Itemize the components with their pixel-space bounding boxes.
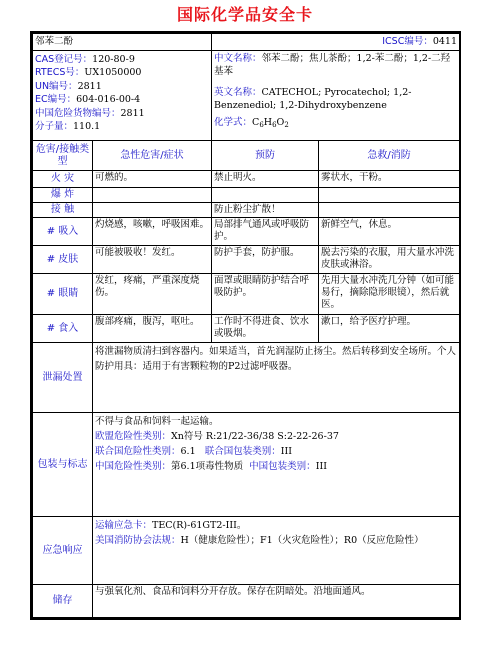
cn-classification: 中国危险性类别：第6.1项毒性物质 中国包装类别：III (95, 461, 327, 472)
hazard-row (33, 315, 460, 343)
row-type: # 吸入 (33, 218, 93, 246)
spill-section (33, 343, 460, 413)
row-aid: 先用大量水冲洗几分钟（如可能易行，摘除隐形眼镜），然后就医。 (319, 274, 460, 315)
id-un: UN编号：2811 (35, 80, 102, 92)
icsc-value: 0411 (432, 36, 458, 47)
nfpa-code: 美国消防协会法规：H（健康危险性）；F1（火灾危险性）；R0（反应危险性） (95, 535, 424, 546)
row-aid: 漱口，给予医疗护理。 (319, 315, 460, 343)
row-symptom (93, 188, 212, 203)
transport-card: 运输应急卡：TEC(R)-61GT2-III。 (95, 520, 247, 531)
row-symptom: 灼烧感，咳嗽，呼吸困难。 (93, 218, 212, 246)
row-type: 爆 炸 (33, 188, 93, 203)
safety-card (30, 31, 461, 620)
row-symptom (93, 203, 212, 218)
id-molecular-weight: 分子量：110.1 (35, 121, 101, 133)
eu-classification: 欧盟危险性类别：Xn符号 R:21/22-36/38 S:2-22-26-37 (95, 431, 339, 442)
row-aid: 脱去污染的衣服，用大量水冲洗皮肤或淋浴。 (319, 246, 460, 274)
row-prevention: 面罩或眼睛防护结合呼吸防护。 (212, 274, 319, 315)
row-prevention: 工作时不得进食、饮水或吸烟。 (212, 315, 319, 343)
chinese-names: 中文名称：邻苯二酚；焦儿茶酚；1,2-苯二酚；1,2-二羟基苯 (214, 53, 451, 77)
chemical-formula: 化学式：$C_6H_6O_2$ (214, 117, 289, 129)
row-symptom: 发红，疼痛，严重深度烧伤。 (93, 274, 212, 315)
english-names: 英文名称：CATECHOL; Pyrocatechol; 1,2-Benzenediol; 1,2-Dihydroxybenzene (214, 87, 412, 111)
card-title: 国际化学品安全卡 (176, 5, 313, 24)
row-prevention (212, 188, 319, 203)
hazard-row (33, 171, 460, 188)
row-type: 火 灾 (33, 171, 93, 188)
spill-label: 泄漏处置 (33, 343, 93, 413)
chemical-name: 邻苯二酚 (35, 36, 74, 47)
hazard-header-row (33, 141, 460, 171)
row-symptom: 可能被吸收！发红。 (93, 246, 212, 274)
row-aid (319, 203, 460, 218)
packaging-section (33, 413, 460, 517)
id-cn-dangerous-goods: 中国危险货物编号：2811 (35, 107, 145, 119)
emergency-label: 应急响应 (33, 517, 93, 585)
row-type: # 食入 (33, 315, 93, 343)
hazard-row (33, 203, 460, 218)
row-prevention: 防止粉尘扩散！ (212, 203, 319, 218)
emergency-section (33, 517, 460, 585)
packaging-note: 不得与食品和饲料一起运输。 (95, 416, 219, 427)
hazard-row (33, 218, 460, 246)
row-type: # 眼睛 (33, 274, 93, 315)
row-aid: 新鲜空气，休息。 (319, 218, 460, 246)
header-symptoms: 急性危害/症状 (93, 141, 212, 171)
hazard-row (33, 188, 460, 203)
icsc-label: ICSC编号： (382, 36, 433, 47)
safety-table (32, 33, 460, 618)
row-symptom: 可燃的。 (93, 171, 212, 188)
row-prevention: 局部排气通风或呼吸防护。 (212, 218, 319, 246)
header-first-aid: 急救/消防 (319, 141, 460, 171)
hazard-row (33, 274, 460, 315)
storage-text: 与强氧化剂、食品和饲料分开存放。保存在阴暗处。沿地面通风。 (93, 585, 460, 618)
id-ec: EC编号：604-016-00-4 (35, 94, 141, 106)
row-prevention: 防护手套，防护服。 (212, 246, 319, 274)
spill-text: 将泄漏物质清扫到容器内。如果适当，首先润湿防止扬尘。然后转移到安全场所。个人防护用具：适用于有害颗粒物的P2过滤呼吸器。 (93, 343, 460, 413)
un-classification: 联合国危险性类别：6.1 联合国包装类别：III (95, 446, 292, 457)
header-exposure-type: 危害/接触类型 (33, 141, 93, 171)
row-aid: 雾状水，干粉。 (319, 171, 460, 188)
id-cas: CAS登记号：120-80-9 (35, 54, 135, 65)
row-aid (319, 188, 460, 203)
storage-label: 储存 (33, 585, 93, 618)
id-rtecs: RTECS号：UX1050000 (35, 67, 142, 79)
row-type: 接 触 (33, 203, 93, 218)
row-type: # 皮肤 (33, 246, 93, 274)
row-symptom: 腹部疼痛，腹泻，呕吐。 (93, 315, 212, 343)
packaging-label: 包装与标志 (33, 413, 93, 517)
storage-section (33, 585, 460, 618)
header-prevention: 预防 (212, 141, 319, 171)
row-prevention: 禁止明火。 (212, 171, 319, 188)
hazard-row (33, 246, 460, 274)
